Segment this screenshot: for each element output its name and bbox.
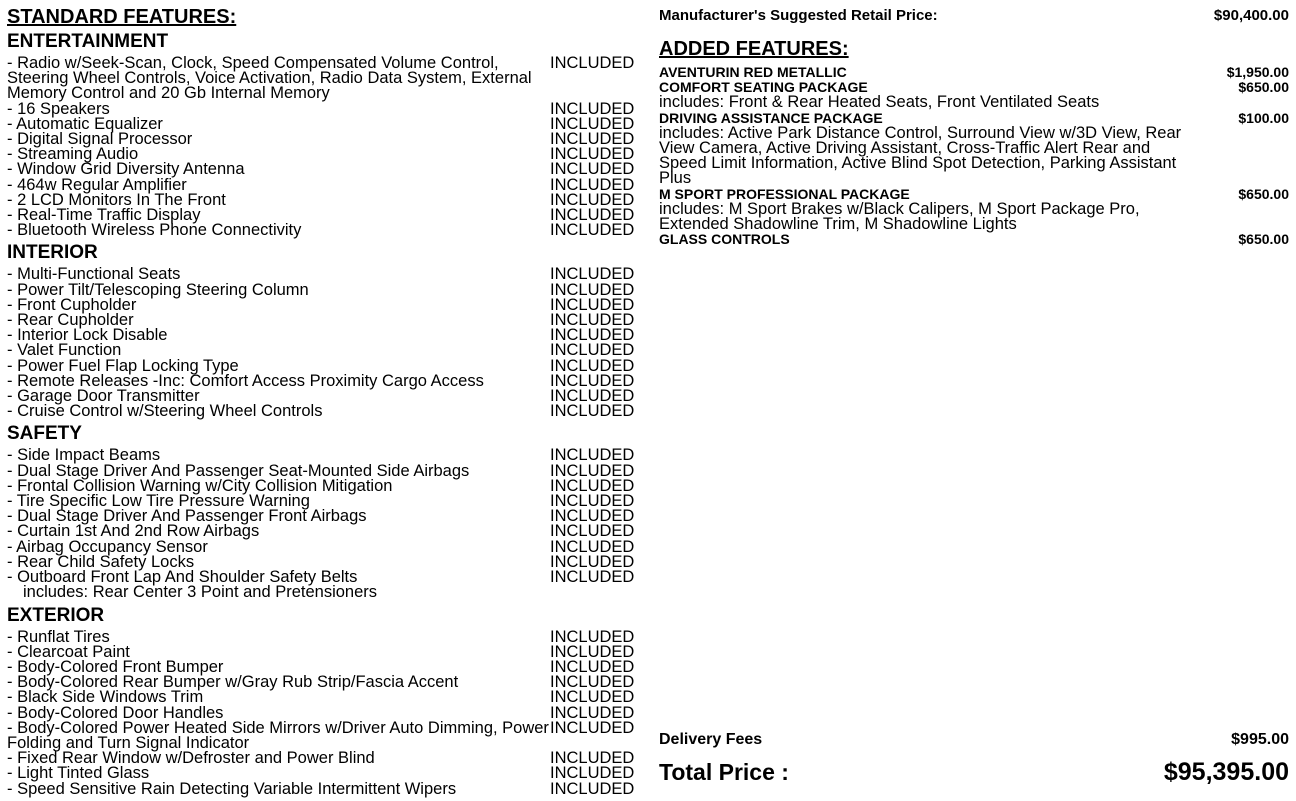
standard-features-sections [7,31,637,800]
standard-features-title: STANDARD FEATURES: [7,6,237,28]
msrp-row [659,6,1289,26]
included-label: INCLUDED [550,627,635,646]
feature-text: - Body-Colored Rear Bumper w/Gray Rub Strip/Fascia Accent [7,673,459,692]
included-label: INCLUDED [550,537,635,556]
total-price-row [659,758,1289,786]
feature-text: - Rear Cupholder [7,311,134,330]
section-title: SAFETY [7,423,82,445]
included-label: INCLUDED [550,160,635,179]
feature-text: - Black Side Windows Trim [7,688,204,707]
included-label: INCLUDED [550,54,635,72]
feature-text: - Multi-Functional Seats [7,265,181,284]
included-label: INCLUDED [550,568,635,587]
included-label: INCLUDED [550,718,635,737]
added-feature-name: M SPORT PROFESSIONAL PACKAGE [659,185,910,202]
included-label: INCLUDED [550,476,635,495]
section-title: INTERIOR [7,242,98,264]
included-label: INCLUDED [550,779,635,798]
added-feature-name: GLASS CONTROLS [659,231,790,248]
feature-row [7,56,637,102]
delivery-fees-row [659,730,1289,750]
feature-text: - Power Fuel Flap Locking Type [7,356,239,375]
included-label: INCLUDED [550,206,635,225]
feature-text: - Real-Time Traffic Display [7,206,201,225]
feature-text: - 16 Speakers [7,99,110,118]
included-label: INCLUDED [550,764,635,783]
section-items [7,53,637,241]
included-label: INCLUDED [550,265,635,284]
section-title: EXTERIOR [7,604,105,626]
feature-text: - Window Grid Diversity Antenna [7,160,245,179]
feature-text: - Radio w/Seek-Scan, Clock, Speed Compensated Volume Control, Steering Wheel Controls, Voice Activation, Radio Data System, External Memory Control and 20 Gb Internal Memory [7,54,532,103]
feature-text: - Streaming Audio [7,145,139,164]
included-label: INCLUDED [550,145,635,164]
added-feature-includes: includes: Front & Rear Heated Seats, Front Ventilated Seats [659,93,1100,112]
feature-text: - Tire Specific Low Tire Pressure Warning [7,492,310,511]
included-label: INCLUDED [550,402,635,421]
added-feature-price: $100.00 [1238,109,1289,126]
feature-text: - Bluetooth Wireless Phone Connectivity [7,221,302,240]
feature-text: - Outboard Front Lap And Shoulder Safety Belts [7,568,358,587]
feature-text: - Speed Sensitive Rain Detecting Variable Intermittent Wipers [7,779,457,798]
included-label: INCLUDED [550,492,635,511]
standard-features-column [7,6,637,801]
included-label: INCLUDED [550,371,635,390]
msrp-value: $90,400.00 [1213,7,1289,24]
added-feature [659,187,1289,233]
added-feature-price: $650.00 [1238,231,1289,248]
section-items [7,445,637,603]
included-label: INCLUDED [550,507,635,526]
added-features-title: ADDED FEATURES: [659,38,849,60]
added-feature-name: DRIVING ASSISTANCE PACKAGE [659,109,883,126]
included-label: INCLUDED [550,130,635,149]
included-label: INCLUDED [550,280,635,299]
section-items [7,627,637,800]
added-feature-header [659,65,1289,80]
added-features-list [659,65,1289,247]
added-feature [659,65,1289,80]
added-feature-includes: includes: Active Park Distance Control, Surround View w/3D View, Rear View Camera, Active Driving Assistant, Cross-Traffic Alert Rear and Speed Limit Information, Active Blind Spot Detection, Parking Assistant Plus [659,123,1182,188]
feature-text: - Interior Lock Disable [7,326,168,345]
added-feature [659,232,1289,247]
added-feature [659,111,1289,187]
feature-text: - Body-Colored Door Handles [7,703,224,722]
added-feature-includes: includes: M Sport Brakes w/Black Calipers, M Sport Package Pro, Extended Shadowline Trim, M Shadowline Lights [659,199,1140,234]
feature-text: - Rear Child Safety Locks [7,552,195,571]
included-label: INCLUDED [550,657,635,676]
included-label: INCLUDED [550,703,635,722]
included-label: INCLUDED [550,341,635,360]
feature-text: - Garage Door Transmitter [7,387,200,406]
total-price-label: Total Price : [659,759,789,785]
delivery-fees-value: $995.00 [1231,731,1289,748]
feature-text: - Airbag Occupancy Sensor [7,537,208,556]
feature-row [7,223,637,238]
included-label: INCLUDED [550,295,635,314]
feature-section [7,31,637,241]
added-feature-header [659,232,1289,247]
feature-text: - Light Tinted Glass [7,764,150,783]
feature-text: - 464w Regular Amplifier [7,175,187,194]
feature-text: - Cruise Control w/Steering Wheel Controls [7,402,323,421]
included-label: INCLUDED [550,749,635,768]
feature-row [7,404,637,419]
added-feature [659,80,1289,110]
feature-text: - Frontal Collision Warning w/City Collision Mitigation [7,476,393,495]
feature-text: - Automatic Equalizer [7,114,163,133]
feature-text: - Clearcoat Paint [7,642,130,661]
included-label: INCLUDED [550,190,635,209]
feature-row [7,718,637,752]
included-label: INCLUDED [550,221,635,240]
included-label: INCLUDED [550,311,635,330]
included-label: INCLUDED [550,673,635,692]
included-label: INCLUDED [550,552,635,571]
added-feature-price: $650.00 [1238,185,1289,202]
feature-text: - Power Tilt/Telescoping Steering Column [7,280,309,299]
feature-text: - Body-Colored Front Bumper [7,657,224,676]
added-feature-price: $1,950.00 [1226,64,1289,80]
section-items [7,264,637,422]
pricing-column [659,6,1289,800]
feature-text: - Runflat Tires [7,627,110,646]
feature-text: - Body-Colored Power Heated Side Mirrors w/Driver Auto Dimming, Power Folding and Turn Signal Indicator [7,718,549,752]
included-label: INCLUDED [550,114,635,133]
included-label: INCLUDED [550,326,635,345]
section-title: ENTERTAINMENT [7,31,169,52]
feature-row [7,779,637,798]
included-label: INCLUDED [550,688,635,707]
msrp-label: Manufacturer's Suggested Retail Price: [659,7,938,24]
total-price-value: $95,395.00 [1163,758,1289,786]
feature-text: - Dual Stage Driver And Passenger Seat-Mounted Side Airbags [7,461,470,480]
feature-text: - Fixed Rear Window w/Defroster and Power Blind [7,749,375,768]
included-label: INCLUDED [550,99,635,118]
added-feature-price: $650.00 [1238,79,1289,96]
feature-section [7,242,637,422]
price-summary [659,730,1289,786]
included-label: INCLUDED [550,522,635,541]
included-label: INCLUDED [550,387,635,406]
feature-text: - Side Impact Beams [7,446,161,465]
delivery-fees-label: Delivery Fees [659,731,763,748]
included-label: INCLUDED [550,642,635,661]
feature-section [7,423,637,603]
added-feature-name: AVENTURIN RED METALLIC [659,64,847,80]
feature-text: - 2 LCD Monitors In The Front [7,190,226,209]
included-label: INCLUDED [550,356,635,375]
included-label: INCLUDED [550,461,635,480]
feature-text: - Digital Signal Processor [7,130,193,149]
feature-text: - Remote Releases -Inc: Comfort Access Proximity Cargo Access [7,371,484,390]
feature-text: - Valet Function [7,341,122,360]
feature-text: - Front Cupholder [7,295,137,314]
feature-text: - Dual Stage Driver And Passenger Front Airbags [7,507,367,526]
included-label: INCLUDED [550,175,635,194]
feature-section [7,605,637,800]
feature-includes: includes: Rear Center 3 Point and Pretensioners [23,583,378,602]
added-feature-name: COMFORT SEATING PACKAGE [659,79,868,96]
feature-text: - Curtain 1st And 2nd Row Airbags [7,522,260,541]
included-label: INCLUDED [550,446,635,465]
